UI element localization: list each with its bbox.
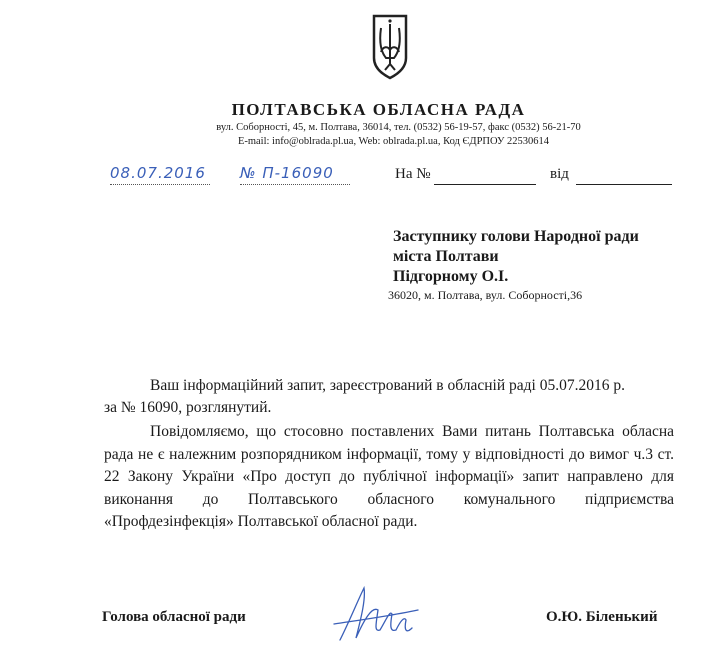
- handwritten-signature: [330, 580, 420, 650]
- incoming-number-blank: [434, 184, 536, 185]
- organization-address: вул. Соборності, 45, м. Полтава, 36014, тел. (0532) 56-19-57, факс (0532) 56-21-70: [216, 122, 581, 133]
- outgoing-date: 08.07.2016: [110, 164, 210, 185]
- addressee-name: Підгорному О.І.: [393, 268, 509, 285]
- body-paragraph-1-line-1: Ваш інформаційний запит, зареєстрований в обласній раді 05.07.2016 р.: [150, 377, 625, 394]
- body-paragraph-1-line-2: за № 16090, розглянутий.: [104, 399, 272, 416]
- addressee-city: міста Полтави: [393, 248, 499, 265]
- signatory-name: О.Ю. Біленький: [546, 609, 658, 625]
- addressee-address: 36020, м. Полтава, вул. Соборності,36: [388, 288, 583, 302]
- coat-of-arms-trident-icon: [370, 12, 410, 80]
- addressee-position: Заступнику голови Народної ради: [393, 228, 639, 245]
- incoming-date-blank: [576, 184, 672, 185]
- incoming-number-label: На №: [395, 166, 431, 182]
- body-paragraph-2: Повідомляємо, що стосовно поставлених Вами питань Полтавська обласна рада не є належним розпорядником інформації, тому у відповідності до вимог ч.3 ст. 22 Закону України «Про доступ до публічної інформації» запит направлено для виконання до Полтавського обласного комунального підприємства «Профдезінфекція» Полтавської обласної ради.: [104, 423, 674, 530]
- signatory-title: Голова обласної ради: [102, 609, 246, 625]
- organization-contacts: E-mail: info@oblrada.pl.ua, Web: oblrada.pl.ua, Код ЄДРПОУ 22530614: [237, 136, 550, 147]
- incoming-date-label: від: [550, 166, 569, 182]
- organization-name: ПОЛТАВСЬКА ОБЛАСНА РАДА: [231, 100, 526, 119]
- outgoing-number: № П-16090: [240, 164, 350, 185]
